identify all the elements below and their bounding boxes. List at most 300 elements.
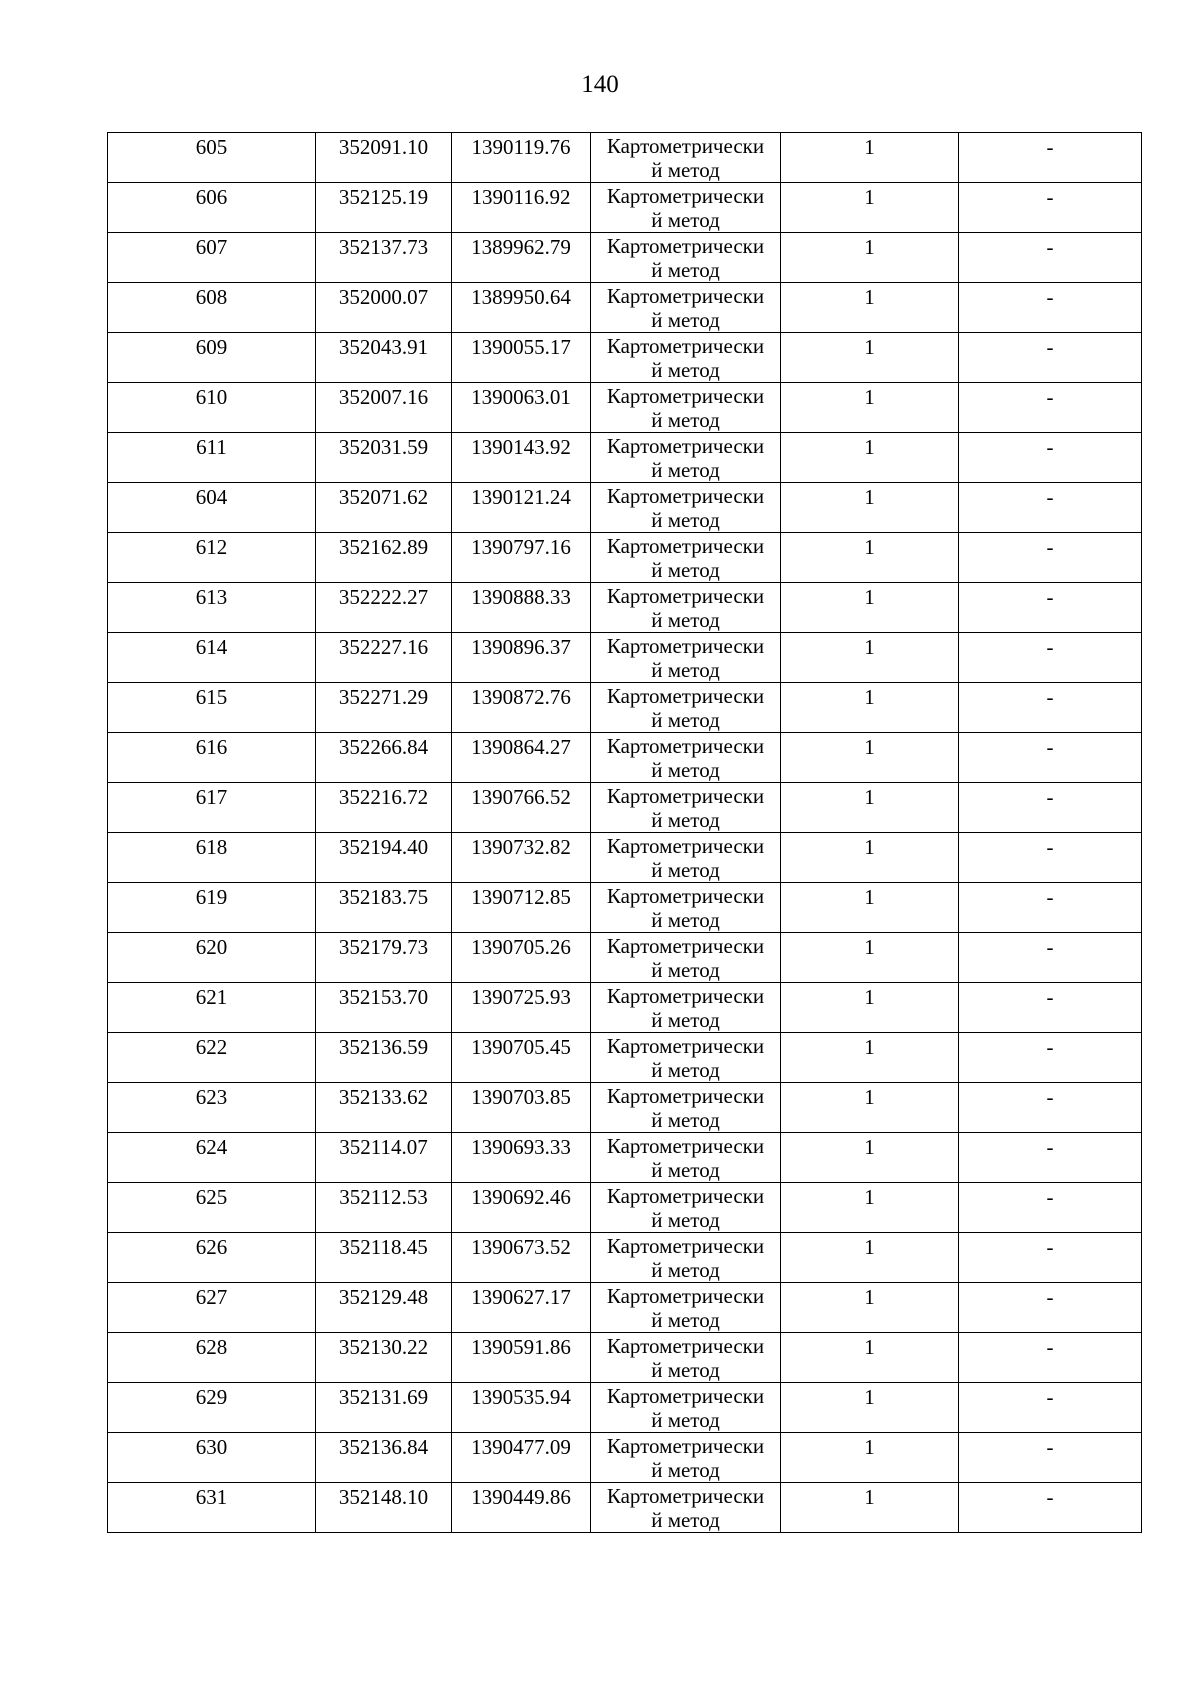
method-text (591, 1033, 780, 1082)
x-coordinate: 352183.75 (338, 885, 429, 909)
description-cell (959, 1183, 1142, 1233)
y-coordinate-cell (452, 833, 591, 883)
description-cell (959, 983, 1142, 1033)
description-value: - (1046, 1285, 1054, 1309)
method-text (591, 633, 780, 682)
method-line-1: Картометрически (606, 734, 765, 758)
table-row (108, 533, 1142, 583)
y-coordinate: 1390673.52 (471, 1235, 571, 1259)
x-coordinate-cell (316, 683, 452, 733)
page-number: 140 (581, 71, 619, 98)
x-coordinate-cell (316, 183, 452, 233)
method-line-1: Картометрически (606, 934, 765, 958)
description-cell (959, 1033, 1142, 1083)
method-line-2: й метод (651, 658, 720, 682)
y-coordinate: 1390864.27 (471, 735, 571, 759)
method-text (591, 433, 780, 482)
y-coordinate: 1390797.16 (471, 535, 571, 559)
method-line-2: й метод (651, 858, 720, 882)
precision-cell (781, 1333, 959, 1383)
method-line-2: й метод (651, 758, 720, 782)
method-line-1: Картометрически (606, 484, 765, 508)
table-row (108, 783, 1142, 833)
precision-value: 1 (864, 1235, 875, 1259)
precision-value: 1 (864, 1135, 875, 1159)
description-cell (959, 933, 1142, 983)
precision-value: 1 (864, 785, 875, 809)
table-row (108, 483, 1142, 533)
x-coordinate-cell (316, 533, 452, 583)
method-line-1: Картометрически (606, 1484, 765, 1508)
y-coordinate: 1390591.86 (471, 1335, 571, 1359)
description-cell (959, 583, 1142, 633)
x-coordinate: 352133.62 (338, 1085, 429, 1109)
coordinates-table-body (108, 133, 1142, 1533)
x-coordinate: 352153.70 (338, 985, 429, 1009)
point-number-cell (108, 1033, 316, 1083)
y-coordinate-cell (452, 1183, 591, 1233)
point-number-cell (108, 533, 316, 583)
method-cell (591, 833, 781, 883)
point-number-cell (108, 883, 316, 933)
method-line-2: й метод (651, 208, 720, 232)
method-text (591, 1183, 780, 1232)
description-cell (959, 1133, 1142, 1183)
point-number: 610 (195, 385, 228, 409)
x-coordinate-cell (316, 1133, 452, 1183)
x-coordinate: 352112.53 (339, 1185, 428, 1209)
y-coordinate-cell (452, 933, 591, 983)
method-text (591, 1083, 780, 1132)
table-row (108, 883, 1142, 933)
method-line-2: й метод (651, 508, 720, 532)
description-cell (959, 633, 1142, 683)
x-coordinate: 352137.73 (338, 235, 429, 259)
description-cell (959, 783, 1142, 833)
y-coordinate-cell (452, 133, 591, 183)
point-number: 613 (195, 585, 228, 609)
y-coordinate: 1389950.64 (471, 285, 571, 309)
description-cell (959, 283, 1142, 333)
table-row (108, 133, 1142, 183)
description-cell (959, 183, 1142, 233)
precision-cell (781, 1233, 959, 1283)
precision-value: 1 (864, 335, 875, 359)
description-cell (959, 1383, 1142, 1433)
description-value: - (1046, 435, 1054, 459)
y-coordinate-cell (452, 1083, 591, 1133)
x-coordinate: 352136.84 (338, 1435, 429, 1459)
precision-cell (781, 983, 959, 1033)
description-cell (959, 1283, 1142, 1333)
x-coordinate: 352129.48 (338, 1285, 429, 1309)
y-coordinate-cell (452, 283, 591, 333)
precision-cell (781, 1033, 959, 1083)
method-line-2: й метод (651, 1458, 720, 1482)
y-coordinate: 1390477.09 (471, 1435, 571, 1459)
x-coordinate-cell (316, 883, 452, 933)
method-line-1: Картометрически (606, 1034, 765, 1058)
description-value: - (1046, 135, 1054, 159)
method-line-1: Картометрически (606, 234, 765, 258)
description-value: - (1046, 1435, 1054, 1459)
x-coordinate-cell (316, 583, 452, 633)
method-line-2: й метод (651, 808, 720, 832)
point-number: 615 (195, 685, 228, 709)
x-coordinate-cell (316, 1033, 452, 1083)
description-cell (959, 483, 1142, 533)
table-row (108, 833, 1142, 883)
method-cell (591, 433, 781, 483)
method-cell (591, 733, 781, 783)
point-number-cell (108, 433, 316, 483)
method-line-1: Картометрически (606, 884, 765, 908)
table-row (108, 333, 1142, 383)
precision-value: 1 (864, 1385, 875, 1409)
method-line-2: й метод (651, 908, 720, 932)
point-number: 626 (195, 1235, 228, 1259)
description-value: - (1046, 635, 1054, 659)
method-line-1: Картометрически (606, 784, 765, 808)
method-text (591, 733, 780, 782)
description-value: - (1046, 235, 1054, 259)
point-number: 608 (195, 285, 228, 309)
method-text (591, 883, 780, 932)
y-coordinate: 1390116.92 (471, 185, 571, 209)
method-cell (591, 233, 781, 283)
method-cell (591, 1383, 781, 1433)
method-line-2: й метод (651, 558, 720, 582)
description-value: - (1046, 885, 1054, 909)
method-cell (591, 1083, 781, 1133)
point-number: 611 (196, 435, 227, 459)
precision-cell (781, 683, 959, 733)
coordinates-table (107, 132, 1142, 1533)
precision-cell (781, 833, 959, 883)
x-coordinate: 352071.62 (338, 485, 429, 509)
table-row (108, 1133, 1142, 1183)
y-coordinate: 1390535.94 (471, 1385, 571, 1409)
method-cell (591, 1283, 781, 1333)
point-number: 627 (195, 1285, 228, 1309)
x-coordinate-cell (316, 633, 452, 683)
method-cell (591, 883, 781, 933)
point-number: 623 (195, 1085, 228, 1109)
method-cell (591, 683, 781, 733)
method-line-2: й метод (651, 358, 720, 382)
point-number-cell (108, 233, 316, 283)
point-number-cell (108, 733, 316, 783)
method-cell (591, 283, 781, 333)
point-number: 621 (195, 985, 228, 1009)
table-row (108, 283, 1142, 333)
y-coordinate-cell (452, 533, 591, 583)
precision-value: 1 (864, 935, 875, 959)
point-number: 630 (195, 1435, 228, 1459)
table-row (108, 1283, 1142, 1333)
method-text (591, 483, 780, 532)
method-line-1: Картометрически (606, 684, 765, 708)
point-number-cell (108, 1333, 316, 1383)
method-line-1: Картометрически (606, 134, 765, 158)
table-row (108, 1333, 1142, 1383)
point-number-cell (108, 183, 316, 233)
description-value: - (1046, 1335, 1054, 1359)
point-number: 631 (195, 1485, 228, 1509)
x-coordinate: 352125.19 (338, 185, 429, 209)
precision-cell (781, 1183, 959, 1233)
method-line-2: й метод (651, 708, 720, 732)
x-coordinate: 352043.91 (338, 335, 429, 359)
method-line-1: Картометрически (606, 534, 765, 558)
x-coordinate-cell (316, 1233, 452, 1283)
method-text (591, 783, 780, 832)
description-value: - (1046, 1085, 1054, 1109)
description-value: - (1046, 185, 1054, 209)
method-cell (591, 633, 781, 683)
table-row (108, 433, 1142, 483)
method-cell (591, 1483, 781, 1533)
point-number: 616 (195, 735, 228, 759)
method-line-2: й метод (651, 1058, 720, 1082)
method-line-2: й метод (651, 258, 720, 282)
method-line-1: Картометрически (606, 834, 765, 858)
y-coordinate-cell (452, 483, 591, 533)
point-number-cell (108, 1283, 316, 1333)
precision-value: 1 (864, 1285, 875, 1309)
point-number-cell (108, 483, 316, 533)
precision-cell (781, 483, 959, 533)
point-number-cell (108, 1233, 316, 1283)
point-number: 604 (195, 485, 228, 509)
precision-cell (781, 233, 959, 283)
description-value: - (1046, 785, 1054, 809)
precision-value: 1 (864, 235, 875, 259)
x-coordinate-cell (316, 1183, 452, 1233)
method-text (591, 333, 780, 382)
description-value: - (1046, 585, 1054, 609)
description-value: - (1046, 1385, 1054, 1409)
x-coordinate-cell (316, 383, 452, 433)
precision-cell (781, 883, 959, 933)
y-coordinate-cell (452, 183, 591, 233)
table-row (108, 1233, 1142, 1283)
precision-value: 1 (864, 135, 875, 159)
table-row (108, 1483, 1142, 1533)
point-number-cell (108, 933, 316, 983)
description-value: - (1046, 685, 1054, 709)
point-number-cell (108, 383, 316, 433)
method-line-1: Картометрически (606, 1234, 765, 1258)
description-value: - (1046, 1235, 1054, 1259)
table-row (108, 383, 1142, 433)
y-coordinate: 1390732.82 (471, 835, 571, 859)
table-row (108, 683, 1142, 733)
point-number: 614 (195, 635, 228, 659)
description-value: - (1046, 985, 1054, 1009)
method-text (591, 183, 780, 232)
y-coordinate-cell (452, 383, 591, 433)
method-line-2: й метод (651, 308, 720, 332)
method-text (591, 933, 780, 982)
y-coordinate: 1390766.52 (471, 785, 571, 809)
method-cell (591, 1433, 781, 1483)
y-coordinate: 1390888.33 (471, 585, 571, 609)
description-value: - (1046, 1185, 1054, 1209)
precision-cell (781, 1483, 959, 1533)
point-number-cell (108, 583, 316, 633)
precision-value: 1 (864, 435, 875, 459)
method-line-1: Картометрически (606, 584, 765, 608)
x-coordinate: 352266.84 (338, 735, 429, 759)
description-cell (959, 833, 1142, 883)
description-value: - (1046, 385, 1054, 409)
y-coordinate: 1389962.79 (471, 235, 571, 259)
method-line-2: й метод (651, 1408, 720, 1432)
precision-cell (781, 633, 959, 683)
point-number: 605 (195, 135, 228, 159)
table-row (108, 183, 1142, 233)
method-cell (591, 1333, 781, 1383)
precision-value: 1 (864, 985, 875, 1009)
method-cell (591, 483, 781, 533)
point-number: 609 (195, 335, 228, 359)
x-coordinate-cell (316, 933, 452, 983)
point-number: 612 (195, 535, 228, 559)
precision-cell (781, 733, 959, 783)
method-text (591, 583, 780, 632)
method-text (591, 1333, 780, 1382)
y-coordinate-cell (452, 683, 591, 733)
x-coordinate: 352216.72 (338, 785, 429, 809)
method-line-2: й метод (651, 408, 720, 432)
point-number: 617 (195, 785, 228, 809)
method-cell (591, 1033, 781, 1083)
y-coordinate: 1390705.45 (471, 1035, 571, 1059)
y-coordinate: 1390705.26 (471, 935, 571, 959)
method-line-1: Картометрически (606, 1284, 765, 1308)
method-cell (591, 583, 781, 633)
y-coordinate-cell (452, 233, 591, 283)
point-number: 618 (195, 835, 228, 859)
x-coordinate: 352000.07 (338, 285, 429, 309)
method-cell (591, 1133, 781, 1183)
point-number: 628 (195, 1335, 228, 1359)
description-cell (959, 1483, 1142, 1533)
table-row (108, 733, 1142, 783)
method-line-2: й метод (651, 1108, 720, 1132)
precision-value: 1 (864, 535, 875, 559)
y-coordinate-cell (452, 983, 591, 1033)
method-text (591, 1383, 780, 1432)
method-text (591, 383, 780, 432)
precision-cell (781, 1283, 959, 1333)
precision-value: 1 (864, 1435, 875, 1459)
method-line-2: й метод (651, 1508, 720, 1532)
description-value: - (1046, 285, 1054, 309)
precision-cell (781, 383, 959, 433)
x-coordinate: 352031.59 (338, 435, 429, 459)
precision-cell (781, 783, 959, 833)
point-number-cell (108, 1433, 316, 1483)
method-text (591, 1133, 780, 1182)
x-coordinate-cell (316, 233, 452, 283)
method-text (591, 833, 780, 882)
precision-cell (781, 533, 959, 583)
y-coordinate-cell (452, 333, 591, 383)
y-coordinate: 1390692.46 (471, 1185, 571, 1209)
method-text (591, 1233, 780, 1282)
method-cell (591, 333, 781, 383)
point-number: 625 (195, 1185, 228, 1209)
description-value: - (1046, 1485, 1054, 1509)
precision-value: 1 (864, 1035, 875, 1059)
method-cell (591, 1183, 781, 1233)
point-number: 629 (195, 1385, 228, 1409)
x-coordinate: 352007.16 (338, 385, 429, 409)
x-coordinate-cell (316, 333, 452, 383)
description-cell (959, 733, 1142, 783)
description-value: - (1046, 335, 1054, 359)
x-coordinate: 352222.27 (338, 585, 429, 609)
method-text (591, 983, 780, 1032)
description-cell (959, 333, 1142, 383)
method-line-2: й метод (651, 458, 720, 482)
precision-cell (781, 1133, 959, 1183)
x-coordinate-cell (316, 1383, 452, 1433)
description-value: - (1046, 735, 1054, 759)
y-coordinate-cell (452, 733, 591, 783)
x-coordinate-cell (316, 833, 452, 883)
point-number-cell (108, 133, 316, 183)
y-coordinate-cell (452, 1133, 591, 1183)
method-line-1: Картометрически (606, 1184, 765, 1208)
description-value: - (1046, 835, 1054, 859)
method-line-2: й метод (651, 1358, 720, 1382)
y-coordinate: 1390872.76 (471, 685, 571, 709)
point-number-cell (108, 1383, 316, 1433)
method-text (591, 1433, 780, 1482)
method-cell (591, 183, 781, 233)
point-number-cell (108, 1483, 316, 1533)
x-coordinate-cell (316, 733, 452, 783)
y-coordinate-cell (452, 1483, 591, 1533)
point-number: 607 (195, 235, 228, 259)
x-coordinate: 352162.89 (338, 535, 429, 559)
precision-value: 1 (864, 285, 875, 309)
method-cell (591, 383, 781, 433)
description-value: - (1046, 485, 1054, 509)
description-value: - (1046, 535, 1054, 559)
y-coordinate-cell (452, 1333, 591, 1383)
point-number-cell (108, 783, 316, 833)
description-value: - (1046, 1035, 1054, 1059)
point-number: 624 (195, 1135, 228, 1159)
method-cell (591, 783, 781, 833)
method-text (591, 283, 780, 332)
precision-value: 1 (864, 1335, 875, 1359)
x-coordinate-cell (316, 1333, 452, 1383)
precision-value: 1 (864, 385, 875, 409)
x-coordinate: 352114.07 (339, 1135, 428, 1159)
description-cell (959, 1233, 1142, 1283)
x-coordinate-cell (316, 1433, 452, 1483)
method-line-1: Картометрически (606, 434, 765, 458)
description-cell (959, 1333, 1142, 1383)
x-coordinate: 352136.59 (338, 1035, 429, 1059)
x-coordinate-cell (316, 133, 452, 183)
y-coordinate-cell (452, 883, 591, 933)
